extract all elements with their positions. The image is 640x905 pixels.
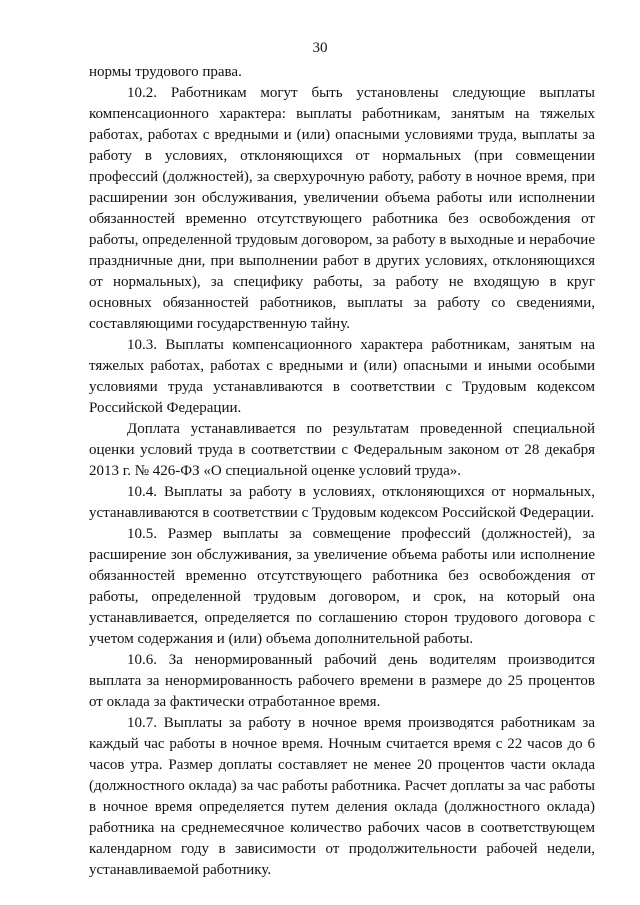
paragraph-10-3: 10.3. Выплаты компенсационного характера работникам, занятым на тяжелых работах, работах с вредными и (или) опасными и иными особыми условиями труда устанавливаются в соответствии с Трудовым кодексом Российской Федерации. bbox=[89, 337, 595, 416]
paragraph-10-7: 10.7. Выплаты за работу в ночное время производятся работникам за каждый час работы в ночное время. Ночным считается время с 22 часов до 6 часов утра. Размер доплаты составляет не менее 20 процентов части оклада (должностного оклада) за час работы работника. Расчет доплаты за час работы в ночное время определяется путем деления оклада (должностного оклада) работника на среднемесячное количество рабочих часов в соответствующем календарном году в зависимости от продолжительности рабочей недели, устанавливаемой работнику. bbox=[89, 715, 595, 878]
document-body bbox=[89, 62, 595, 881]
paragraph-10-4: 10.4. Выплаты за работу в условиях, отклоняющихся от нормальных, устанавливаются в соответствии с Трудовым кодексом Российской Федерации. bbox=[89, 484, 595, 521]
paragraph-10-2: 10.2. Работникам могут быть установлены следующие выплаты компенсационного характера: выплаты работникам, занятым на тяжелых работах, работах с вредными и (или) опасными условиями труда, выплаты за работу в условиях, отклоняющихся от нормальных (при совмещении профессий (должностей), за сверхурочную работу, работу в ночное время, при расширении зон обслуживания, увеличении объема работы или исполнении обязанностей временно отсутствующего работника без освобождения от работы, определенной трудовым договором, за работу в выходные и нерабочие праздничные дни, при выполнении работ в других условиях, отклоняющихся от нормальных), за специфику работы, за работу не входящую в круг основных обязанностей работников, выплаты за работу со сведениями, составляющими государственную тайну. bbox=[89, 85, 595, 332]
paragraph-10-6: 10.6. За ненормированный рабочий день водителям производится выплата за ненормированность рабочего времени в размере до 25 процентов от оклада за фактически отработанное время. bbox=[89, 652, 595, 710]
page-number: 30 bbox=[312, 40, 328, 56]
paragraph-surcharge-assessment: Доплата устанавливается по результатам проведенной специальной оценки условий труда в соответствии с Федеральным законом от 28 декабря 2013 г. № 426-ФЗ «О специальной оценке условий труда». bbox=[89, 421, 595, 479]
paragraph-continuation: нормы трудового права. bbox=[89, 64, 242, 80]
paragraph-10-5: 10.5. Размер выплаты за совмещение профессий (должностей), за расширение зон обслуживания, за увеличение объема работы или исполнение обязанностей временно отсутствующего работника без освобождения от работы, определенной трудовым договором, и срок, на который она устанавливается, определяется по соглашению сторон трудового договора с учетом содержания и (или) объема дополнительной работы. bbox=[89, 526, 595, 647]
